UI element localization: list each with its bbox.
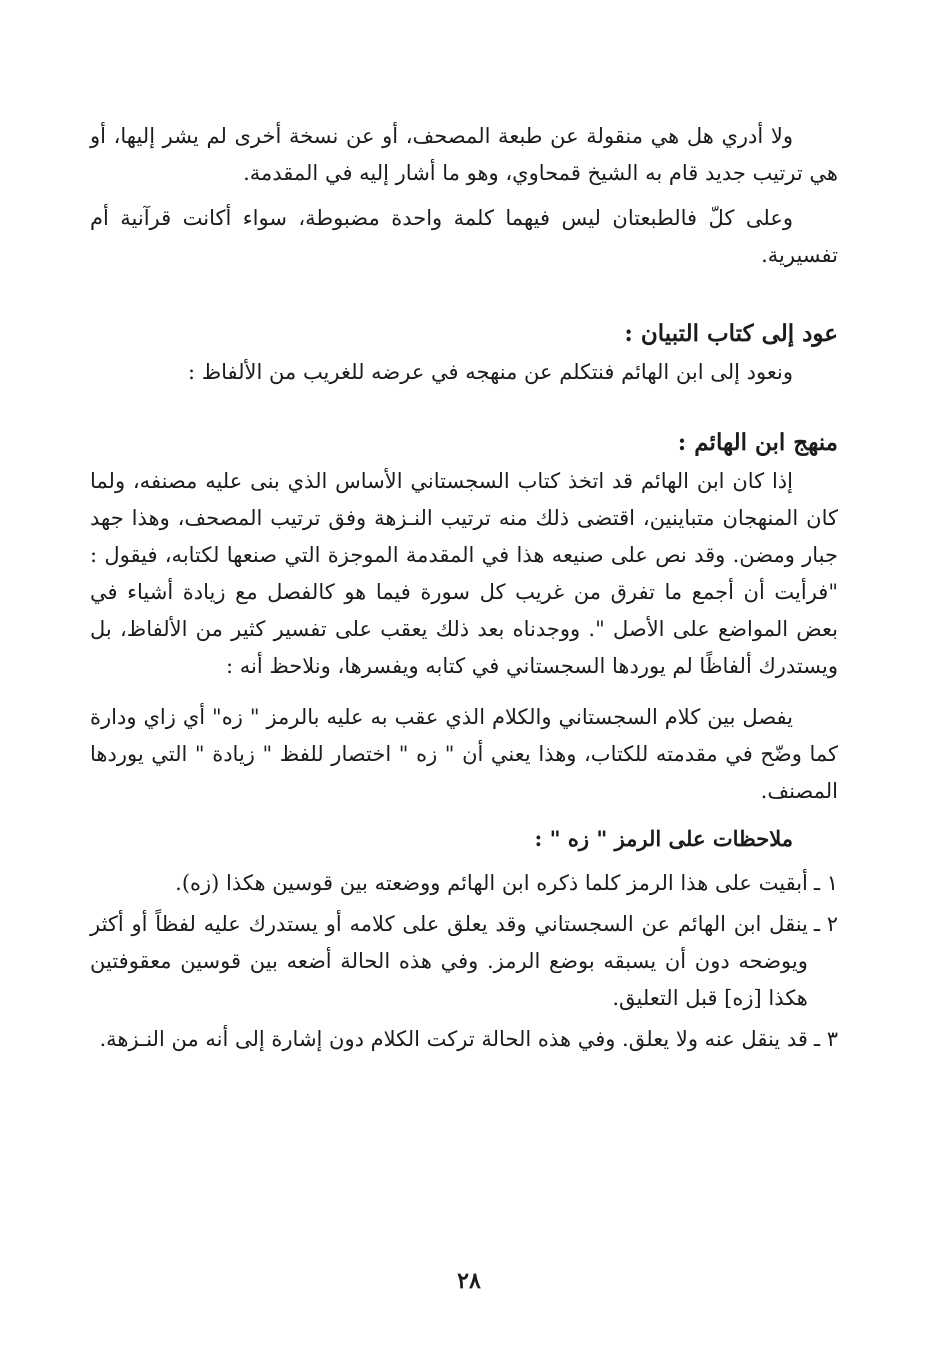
note-number: ٢ ـ [813, 912, 838, 936]
note-text: ينقل ابن الهائم عن السجستاني وقد يعلق على كلامه أو يستدرك عليه لفظاً أو أكثر ويوضحه دون أن يسبقه بوضع الرمز. وفي هذه الحالة أضعه بين قوسين معقوفتين هكذا [زه] قبل التعليق. [90, 912, 808, 1010]
note-text: أبقيت على هذا الرمز كلما ذكره ابن الهائم ووضعته بين قوسين هكذا (زه). [175, 871, 808, 895]
note-number: ٣ ـ [813, 1027, 838, 1051]
section-heading-return-to-tibyan: عود إلى كتاب التبيان : [624, 320, 838, 347]
paragraph-source-edition: ولا أدري هل هي منقولة عن طبعة المصحف، أو عن نسخة أخرى لم يشر إليها، أو هي ترتيب جديد قام به الشيخ قمحاوي، وهو ما أشار إليه في المقدمة. [90, 124, 838, 185]
paragraph-return-intro: ونعود إلى ابن الهائم فنتكلم عن منهجه في عرضه للغريب من الألفاظ : [187, 360, 793, 384]
note-number: ١ ـ [813, 871, 838, 895]
list-item [90, 906, 838, 1017]
section-heading-method: منهج ابن الهائم : [677, 429, 838, 456]
note-text: قد ينقل عنه ولا يعلق. وفي هذه الحالة تركت الكلام دون إشارة إلى أنه من النـزهة. [99, 1027, 808, 1051]
paragraph-editions-unvocalized: وعلى كلّ فالطبعتان ليس فيهما كلمة واحدة مضبوطة، سواء أكانت قرآنية أم تفسيرية. [90, 206, 838, 267]
paragraph-method-description: إذا كان ابن الهائم قد اتخذ كتاب السجستاني الأساس الذي بنى عليه مصنفه، ولما كان المنهجان متباينين، اقتضى ذلك منه ترتيب النـزهة وفق ترتيب المصحف، وهذا جهد جبار ومضن. وقد نص على صنيعه هذا في المقدمة الموجزة التي صنعها لكتابه، فيقول : "فرأيت أن أجمع ما تفرق من غريب كل سورة فيما هو كالفصل مع زيادة أشياء في بعض المواضع على الأصل ". ووجدناه بعد ذلك يعقب على تفسير كثير من الألفاظ، بل ويستدرك ألفاظًا لم يوردها السجستاني في كتابه ويفسرها، ونلاحظ أنه : [90, 469, 839, 678]
list-item [90, 865, 838, 902]
page-number: ٢٨ [457, 1268, 481, 1294]
list-item [90, 1021, 838, 1058]
notes-heading: ملاحظات على الرمز " زه " : [534, 826, 793, 851]
notes-list [90, 865, 838, 1058]
paragraph-zah-symbol: يفصل بين كلام السجستاني والكلام الذي عقب به عليه بالرمز " زه" أي زاي ودارة كما وضّح في مقدمته للكتاب، وهذا يعني أن " زه " اختصار للفظ " زيادة " التي يوردها المصنف. [90, 705, 838, 803]
page-body [90, 118, 838, 1058]
